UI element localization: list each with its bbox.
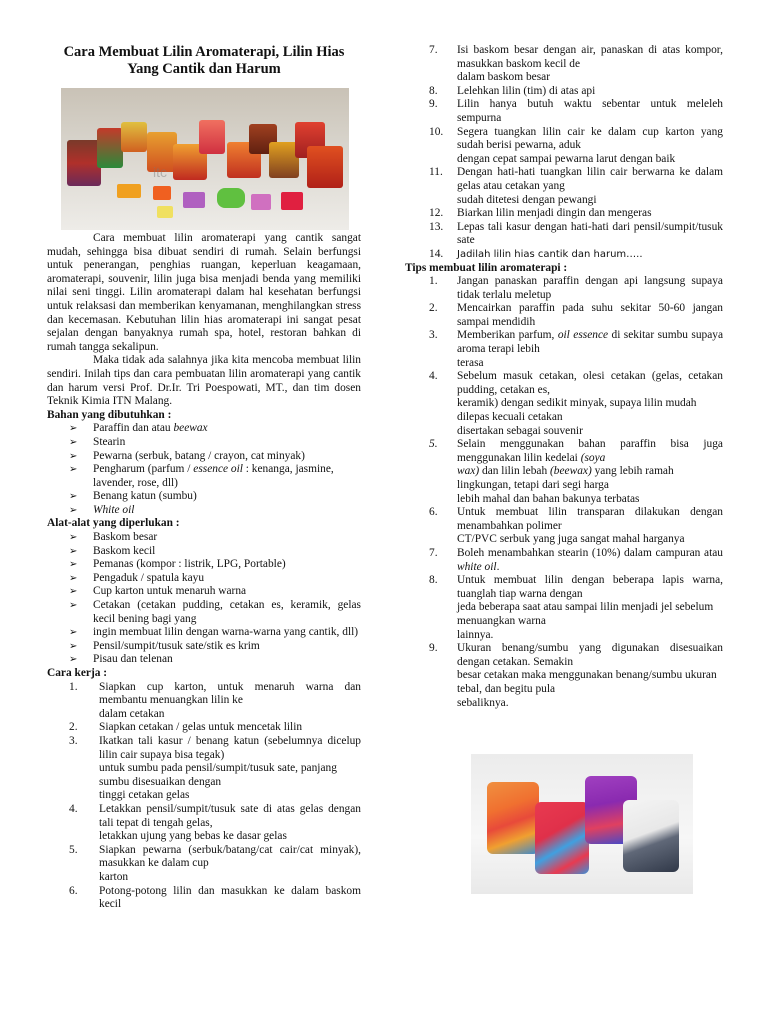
candle-glass — [487, 782, 539, 854]
list-item: 7. Isi baskom besar dengan air, panaskan di atas kompor, masukkan baskom kecil de dalam baskom besar — [429, 44, 723, 84]
bullet-arrow-icon: ➢ — [69, 436, 78, 448]
bullet-arrow-icon: ➢ — [69, 586, 78, 598]
candle-glass — [67, 140, 101, 186]
bullet-arrow-icon: ➢ — [69, 532, 78, 544]
candle-cube — [117, 184, 141, 198]
list-item: ➢ Cup karton untuk menaruh warna — [69, 585, 247, 598]
list-item: 6. Untuk membuat lilin transparan dilakukan dengan menambahkan polimer CT/PVC serbuk yang juga sangat mahal harganya — [429, 506, 723, 546]
list-item: ➢ Paraffin dan atau beewax — [69, 422, 208, 435]
list-item: 8. Untuk membuat lilin dengan beberapa lapis warna, tuanglah tiap warna dengan jeda beberapa saat atau sampai lilin menjadi jel sebelum menuangkan warna lainnya. — [429, 574, 723, 641]
list-item: ➢ Pengharum (parfum / essence oil : kenanga, jasmine, lavender, rose, dll) — [69, 463, 334, 489]
left-column — [47, 44, 361, 912]
candle-cube — [157, 206, 173, 218]
candle-glass — [307, 146, 343, 188]
list-item: 3. Ikatkan tali kasur / benang katun (sebelumnya dicelup lilin cair supaya bisa tegak) untuk sumbu pada pensil/sumpit/tusuk sate, panjang sumbu disesuaikan dengan tinggi cetakan gelas — [69, 734, 361, 802]
list-item: 9. Ukuran benang/sumbu yang digunakan disesuaikan dengan cetakan. Semakin besar cetakan maka menggunakan benang/sumbu ukuran tebal, dan begitu pula sebaliknya. — [429, 642, 723, 709]
list-item: ➢ ingin membuat lilin dengan warna-warna yang cantik, dll) — [69, 626, 359, 639]
list-item: 1. Siapkan cup karton, untuk menaruh warna dan membantu menuangkan lilin ke dalam cetakan — [69, 680, 361, 720]
list-item: ➢ Pewarna (serbuk, batang / crayon, cat minyak) — [69, 449, 305, 462]
intro-paragraph-2: Maka tidak ada salahnya jika kita mencoba membuat lilin sendiri. Inilah tips dan cara pembuatan lilin aromaterapi yang cantik dan harum versi Prof. Dr.Ir. Tri Poespowati, MT., dan tim dosen Teknik Kimia ITN Malang. — [47, 354, 361, 408]
list-item: 3. Memberikan parfum, oil essence di sekitar sumbu supaya aroma terapi lebih terasa — [429, 329, 724, 369]
bullet-arrow-icon: ➢ — [69, 450, 78, 462]
list-item: ➢ Cetakan (cetakan pudding, cetakan es, keramik, gelas kecil bening bagi yang — [69, 599, 361, 625]
bullet-arrow-icon: ➢ — [69, 423, 78, 435]
candles-photo — [61, 88, 349, 230]
list-item: ➢ Baskom kecil — [69, 544, 156, 557]
bullet-arrow-icon: ➢ — [69, 559, 78, 571]
candle-cube — [153, 186, 171, 200]
list-item: ➢ Pensil/sumpit/tusuk sate/stik es krim — [69, 639, 260, 652]
list-item: 9. Lilin hanya butuh waktu sebentar untuk meleleh sempurna — [429, 98, 723, 124]
bullet-arrow-icon: ➢ — [69, 464, 78, 476]
candle-cube — [183, 192, 205, 208]
bullet-arrow-icon: ➢ — [69, 504, 78, 516]
list-item: 2. Siapkan cetakan / gelas untuk mencetak lilin — [69, 721, 303, 734]
list-item: ➢ Pisau dan telenan — [69, 653, 173, 666]
candle-glass — [121, 122, 147, 152]
list-item: ➢ Baskom besar — [69, 531, 158, 544]
cara-list — [47, 681, 361, 912]
bullet-arrow-icon: ➢ — [69, 545, 78, 557]
bullet-arrow-icon: ➢ — [69, 572, 78, 584]
candle-glass — [535, 802, 589, 874]
right-column — [405, 44, 723, 710]
list-item: 2. Mencairkan paraffin pada suhu sekitar 50-60 jangan sampai mendidih — [429, 302, 723, 328]
page-title: Cara Membuat Lilin Aromaterapi, Lilin Hias Yang Cantik dan Harum — [63, 44, 345, 77]
layered-candles-photo — [471, 754, 693, 894]
list-item: 6. Potong-potong lilin dan masukkan ke dalam baskom kecil — [69, 884, 361, 911]
bullet-arrow-icon: ➢ — [69, 627, 78, 639]
list-item: 10. Segera tuangkan lilin cair ke dalam cup karton yang sudah berisi pewarna, aduk dengan cepat sampai pewarna larut dengan baik — [429, 125, 723, 165]
bullet-arrow-icon: ➢ — [69, 654, 78, 666]
list-item: ➢ White oil — [69, 503, 135, 516]
list-item: 4. Sebelum masuk cetakan, olesi cetakan (gelas, cetakan pudding, cetakan es, keramik) dengan sedikit minyak, supaya lilin mudah dilepas kecuali cetakan disertakan sebagai souvenir — [429, 370, 723, 437]
intro-paragraph-1: Cara membuat lilin aromaterapi yang cantik sangat mudah, sehingga bisa dibuat sendiri di rumah. Selain berfungsi untuk penerangan, penghias ruangan, keperluan keagamaan, aromaterapi, souvenir, lilin juga bisa menjadi benda yang memiliki nilai seni tinggi. Lilin aromaterapi dalam hal kesehatan berfungsi untuk relaksasi dan memberikan kenyamanan, menghilangkan stress dan kecemasan. Kebutuhan lilin hias aromaterapi ini sangat pesat sejalan dengan banyaknya rumah spa, hotel, restoran bahkan di rumah tangga sekalipun. — [47, 232, 361, 353]
list-item: 12. Biarkan lilin menjadi dingin dan mengeras — [429, 207, 652, 220]
list-item: ➢ Pengaduk / spatula kayu — [69, 571, 205, 584]
list-item: 13. Lepas tali kasur dengan hati-hati dari pensil/sumpit/tusuk sate — [429, 220, 723, 247]
tips-list — [405, 275, 723, 710]
section-heading-tips: Tips membuat lilin aromaterapi : — [405, 261, 568, 274]
watermark: itc — [153, 164, 167, 180]
list-item: 7. Boleh menambahkan stearin (10%) dalam campuran atau white oil. — [429, 546, 723, 573]
candle-glass — [97, 128, 123, 168]
bahan-list — [47, 422, 361, 517]
list-item: 14. Jadilah lilin hias cantik dan harum….. — [429, 247, 643, 260]
list-item: 5. Siapkan pewarna (serbuk/batang/cat cair/cat minyak), masukkan ke dalam cup karton — [69, 843, 361, 883]
list-item: 1. Jangan panaskan paraffin dengan api langsung supaya tidak terlalu meletup — [429, 275, 723, 301]
candle-glass — [199, 120, 225, 154]
candle-glass — [623, 800, 679, 872]
candle-cube — [217, 188, 245, 208]
bullet-arrow-icon: ➢ — [69, 491, 78, 503]
list-item: 4. Letakkan pensil/sumpit/tusuk sate di atas gelas dengan tali tepat di tengah gelas, letakkan ujung yang bebas ke dasar gelas — [69, 802, 361, 843]
list-item: 8. Lelehkan lilin (tim) di atas api — [429, 84, 596, 97]
list-item: ➢ Stearin — [69, 435, 126, 448]
section-heading-cara: Cara kerja : — [47, 667, 108, 679]
cara-list-continued — [405, 44, 723, 262]
list-item: ➢ Benang katun (sumbu) — [69, 490, 197, 503]
section-heading-bahan: Bahan yang dibutuhkan : — [47, 408, 172, 421]
list-item: 11. Dengan hati-hati tuangkan lilin cair berwarna ke dalam gelas atau cetakan yang sudah ditetesi dengan pewangi — [429, 166, 723, 206]
bullet-arrow-icon: ➢ — [69, 640, 78, 652]
list-item: 5. Selain menggunakan bahan paraffin bisa juga menggunakan lilin kedelai (soya wax) dan lilin lebah (beewax) yang lebih ramah lingkungan, tetapi dari segi harga lebih mahal dan bahan bakunya terbatas — [429, 438, 723, 505]
section-heading-alat: Alat-alat yang diperlukan : — [47, 517, 180, 530]
bullet-arrow-icon: ➢ — [69, 600, 78, 612]
candle-cube — [281, 192, 303, 210]
candle-cube — [251, 194, 271, 210]
list-item: ➢ Pemanas (kompor : listrik, LPG, Portable) — [69, 558, 286, 571]
alat-list — [47, 531, 361, 667]
